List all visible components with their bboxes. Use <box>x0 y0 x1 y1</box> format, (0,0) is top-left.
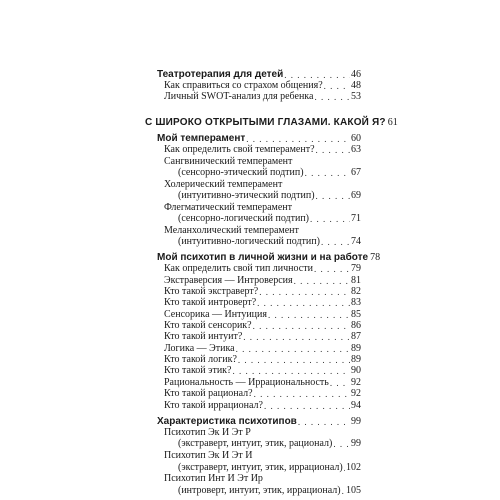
toc-page-number: 71 <box>351 213 361 224</box>
leader-dots <box>253 321 350 331</box>
toc-page-number: 46 <box>351 69 361 80</box>
toc-page-number: 67 <box>351 167 361 178</box>
toc-entry[interactable] <box>164 264 361 274</box>
toc-entry-title: Психотип Эк И Эт Р <box>164 427 251 438</box>
toc-page-number: 81 <box>351 275 361 286</box>
toc-page-number: 86 <box>351 320 361 331</box>
toc-entry-title: Кто такой интуит? <box>164 331 243 342</box>
toc-page-number: 74 <box>351 236 361 247</box>
toc-entry-title: Кто такой этик? <box>164 365 232 376</box>
toc-entry[interactable] <box>178 486 361 496</box>
toc-entry[interactable] <box>164 157 361 167</box>
leader-dots <box>259 287 350 297</box>
leader-dots <box>246 134 350 144</box>
toc-entry[interactable] <box>157 252 381 263</box>
toc-entry[interactable] <box>157 134 361 144</box>
leader-dots <box>294 276 350 286</box>
toc-entry-title: (интроверт, интуит, этик, иррационал) <box>178 485 341 496</box>
toc-entry[interactable] <box>164 226 361 236</box>
toc-entry-title: (сенсорно-этический подтип) <box>178 167 304 178</box>
leader-dots <box>344 463 345 473</box>
toc-entry-title: Кто такой сенсорик? <box>164 320 252 331</box>
leader-dots <box>314 264 350 274</box>
toc-entry[interactable] <box>164 344 361 354</box>
leader-dots <box>254 389 350 399</box>
toc-entry-title: Кто такой логик? <box>164 354 237 365</box>
toc-entry-title: Сенсорика — Интуиция <box>164 309 267 320</box>
toc-entry-title: Мой темперамент <box>157 133 246 144</box>
toc-page-number: 83 <box>351 297 361 308</box>
toc-entry-title: Сангвинический темперамент <box>164 156 293 167</box>
toc-entry[interactable] <box>164 321 361 331</box>
toc-page-number: 87 <box>351 331 361 342</box>
toc-page-number: 85 <box>351 309 361 320</box>
toc-page-number: 78 <box>370 252 381 263</box>
toc-entry[interactable] <box>164 145 361 155</box>
toc-entry-title: Как определить свой темперамент? <box>164 144 315 155</box>
toc-entry[interactable] <box>164 203 361 213</box>
leader-dots <box>342 486 345 496</box>
toc-entry-title: (экстраверт, интуит, этик, иррационал) <box>178 462 343 473</box>
toc-page-number: 69 <box>351 190 361 201</box>
toc-page-number: 82 <box>351 286 361 297</box>
toc-entry[interactable] <box>164 378 361 388</box>
toc-page-number: 92 <box>351 377 361 388</box>
toc-page-number: 63 <box>351 144 361 155</box>
toc-entry[interactable] <box>145 117 398 128</box>
toc-page-number: 105 <box>346 485 361 496</box>
leader-dots <box>316 145 350 155</box>
toc-entry[interactable] <box>178 237 361 247</box>
leader-dots <box>314 92 350 102</box>
leader-dots <box>321 237 350 247</box>
leader-dots <box>238 355 350 365</box>
toc-entry-title: Кто такой рационал? <box>164 388 253 399</box>
toc-entry[interactable] <box>164 474 361 484</box>
toc-entry[interactable] <box>164 389 361 399</box>
toc-entry[interactable] <box>178 463 361 473</box>
leader-dots <box>284 70 350 80</box>
toc-page-number: 79 <box>351 263 361 274</box>
leader-dots <box>330 378 350 388</box>
toc-entry-title: Как справиться со страхом общения? <box>164 80 323 91</box>
toc-page-number: 90 <box>351 365 361 376</box>
toc-entry[interactable] <box>164 310 361 320</box>
toc-entry[interactable] <box>178 214 361 224</box>
toc-entry-title: Личный SWOT-анализ для ребенка <box>164 91 314 102</box>
toc-entry-title: Меланхолический темперамент <box>164 225 299 236</box>
toc-page-number: 92 <box>351 388 361 399</box>
toc-page-number: 102 <box>346 462 361 473</box>
leader-dots <box>333 439 350 449</box>
toc-entry-title: Кто такой иррационал? <box>164 400 263 411</box>
toc-entry[interactable] <box>164 92 361 102</box>
toc-entry-title: Экстраверсия — Интроверсия <box>164 275 293 286</box>
toc-entry-title: Кто такой интроверт? <box>164 297 257 308</box>
toc-entry[interactable] <box>164 428 361 438</box>
toc-page-number: 89 <box>351 343 361 354</box>
toc-entry[interactable] <box>164 287 361 297</box>
toc-entry-title: Рациональность — Иррациональность <box>164 377 329 388</box>
toc-entry-title: (интуитивно-логический подтип) <box>178 236 320 247</box>
toc-entry-title: (экстраверт, интуит, этик, рационал) <box>178 438 333 449</box>
toc-page-number: 53 <box>351 91 361 102</box>
toc-page-number: 99 <box>351 438 361 449</box>
leader-dots <box>324 81 350 91</box>
leader-dots <box>316 191 350 201</box>
toc-entry[interactable] <box>164 401 361 411</box>
toc-entry-title: Мой психотип в личной жизни и на работе <box>157 252 369 263</box>
toc-entry[interactable] <box>157 70 361 80</box>
leader-dots <box>264 401 350 411</box>
toc-page-number: 61 <box>387 117 398 128</box>
toc-entry-title: Театротерапия для детей <box>157 69 284 80</box>
leader-dots <box>257 298 350 308</box>
toc-entry-title: Холерический темперамент <box>164 179 283 190</box>
toc-entry[interactable] <box>178 168 361 178</box>
toc-entry-title: Психотип Эк И Эт И <box>164 450 253 461</box>
leader-dots <box>305 168 350 178</box>
toc-entry[interactable] <box>164 355 361 365</box>
toc-entry[interactable] <box>164 276 361 286</box>
toc-entry-title: (интуитивно-этический подтип) <box>178 190 315 201</box>
toc-entry-title: Логика — Этика <box>164 343 235 354</box>
toc-entry-title: Кто такой экстраверт? <box>164 286 259 297</box>
toc-entry[interactable] <box>164 332 361 342</box>
toc-page-number: 99 <box>351 416 361 427</box>
toc-entry[interactable] <box>164 366 361 376</box>
toc-entry[interactable] <box>164 451 361 461</box>
toc-page-number: 94 <box>351 400 361 411</box>
leader-dots <box>310 214 350 224</box>
toc-entry[interactable] <box>164 180 361 190</box>
toc-entry[interactable] <box>164 81 361 91</box>
toc-entry-title: Как определить свой тип личности <box>164 263 313 274</box>
leader-dots <box>268 310 350 320</box>
toc-entry-title: Характеристика психотипов <box>157 416 297 427</box>
leader-dots <box>232 366 350 376</box>
toc-entry-title: С ШИРОКО ОТКРЫТЫМИ ГЛАЗАМИ. КАКОЙ Я? <box>145 117 386 128</box>
toc-entry[interactable] <box>178 191 361 201</box>
toc-page-number: 48 <box>351 80 361 91</box>
toc-entry-title: Психотип Инт И Эт Ир <box>164 473 263 484</box>
toc-entry-title: (сенсорно-логический подтип) <box>178 213 310 224</box>
leader-dots <box>298 417 350 427</box>
leader-dots <box>236 344 350 354</box>
toc-page-number: 60 <box>351 133 361 144</box>
leader-dots <box>243 332 350 342</box>
toc-entry-title: Флегматический темперамент <box>164 202 293 213</box>
toc-entry[interactable] <box>157 417 361 427</box>
toc-entry[interactable] <box>178 439 361 449</box>
toc-page-number: 89 <box>351 354 361 365</box>
toc-entry[interactable] <box>164 298 361 308</box>
